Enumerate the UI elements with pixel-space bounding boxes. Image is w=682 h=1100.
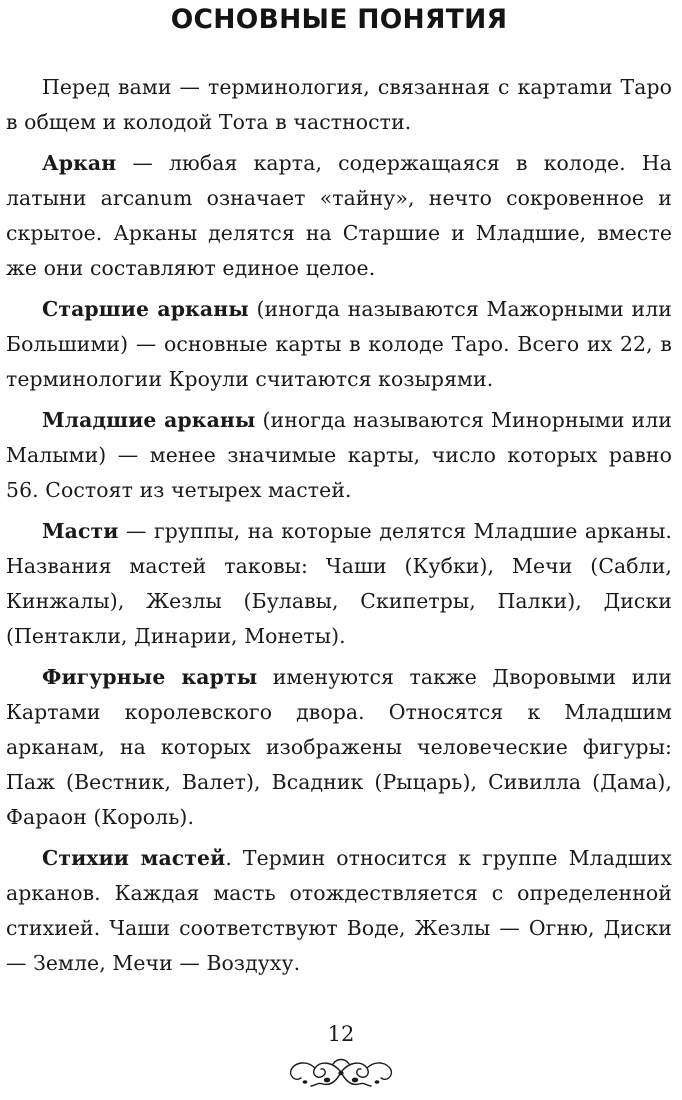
definition-arcana xyxy=(6,146,672,286)
definition-court-cards xyxy=(6,660,672,835)
intro-paragraph: Перед вами — терминология, связанная с картаmи Таро в общем и колодой Тота в частности. xyxy=(6,75,672,134)
flourish-ornament-icon xyxy=(281,1052,401,1092)
definition-text: именуются также Дворовыми или Картами королевского двора. Относятся к Младшим арканам, на которых изображены человеческие фигуры: Паж (Вестник, Валет), Всадник (Рыцарь), Сивилла (Дама), Фараон (Король). xyxy=(6,665,672,829)
definition-suits xyxy=(6,514,672,654)
definition-text: . Термин относится к группе Младших арканов. Каждая масть отождествляется с определенной стихией. Чаши соответствуют Воде, Жезлы — Огню, Диски — Земле, Мечи — Воздуху. xyxy=(6,846,672,975)
definition-text: (иногда называются Мажорными или Большими) — основные карты в колоде Таро. Всего их 22, в терминологии Кроули считаются козырями. xyxy=(6,297,672,391)
page-body xyxy=(6,70,672,981)
term-label: Младшие арканы xyxy=(42,408,256,432)
term-label: Стихии мастей xyxy=(42,846,226,870)
definition-text: — группы, на которые делятся Младшие арканы. Названия мастей таковы: Чаши (Кубки), Мечи (Сабли, Кинжалы), Жезлы (Булавы, Скипетры, Палки), Диски (Пентакли, Динарии, Монеты). xyxy=(6,519,672,648)
term-label: Аркан xyxy=(42,151,117,175)
definition-major-arcana xyxy=(6,292,672,397)
chapter-heading: ОСНОВНЫЕ ПОНЯТИЯ xyxy=(170,4,508,35)
definition-text: (иногда называются Минорными или Малыми) — менее значимые карты, число которых равно 56. Состоят из четырех мастей. xyxy=(6,408,672,502)
page-number: 12 xyxy=(327,1022,355,1046)
term-label: Фигурные карты xyxy=(42,665,258,689)
term-label: Старшие арканы xyxy=(42,297,249,321)
definition-suit-elements xyxy=(6,841,672,981)
definition-minor-arcana xyxy=(6,403,672,508)
definition-text: — любая карта, содержащаяся в колоде. На латыни arcanum означает «тайну», нечто сокровенное и скрытое. Арканы делятся на Старшие и Младшие, вместе же они составляют единое целое. xyxy=(6,151,672,280)
term-label: Масти xyxy=(42,519,119,543)
